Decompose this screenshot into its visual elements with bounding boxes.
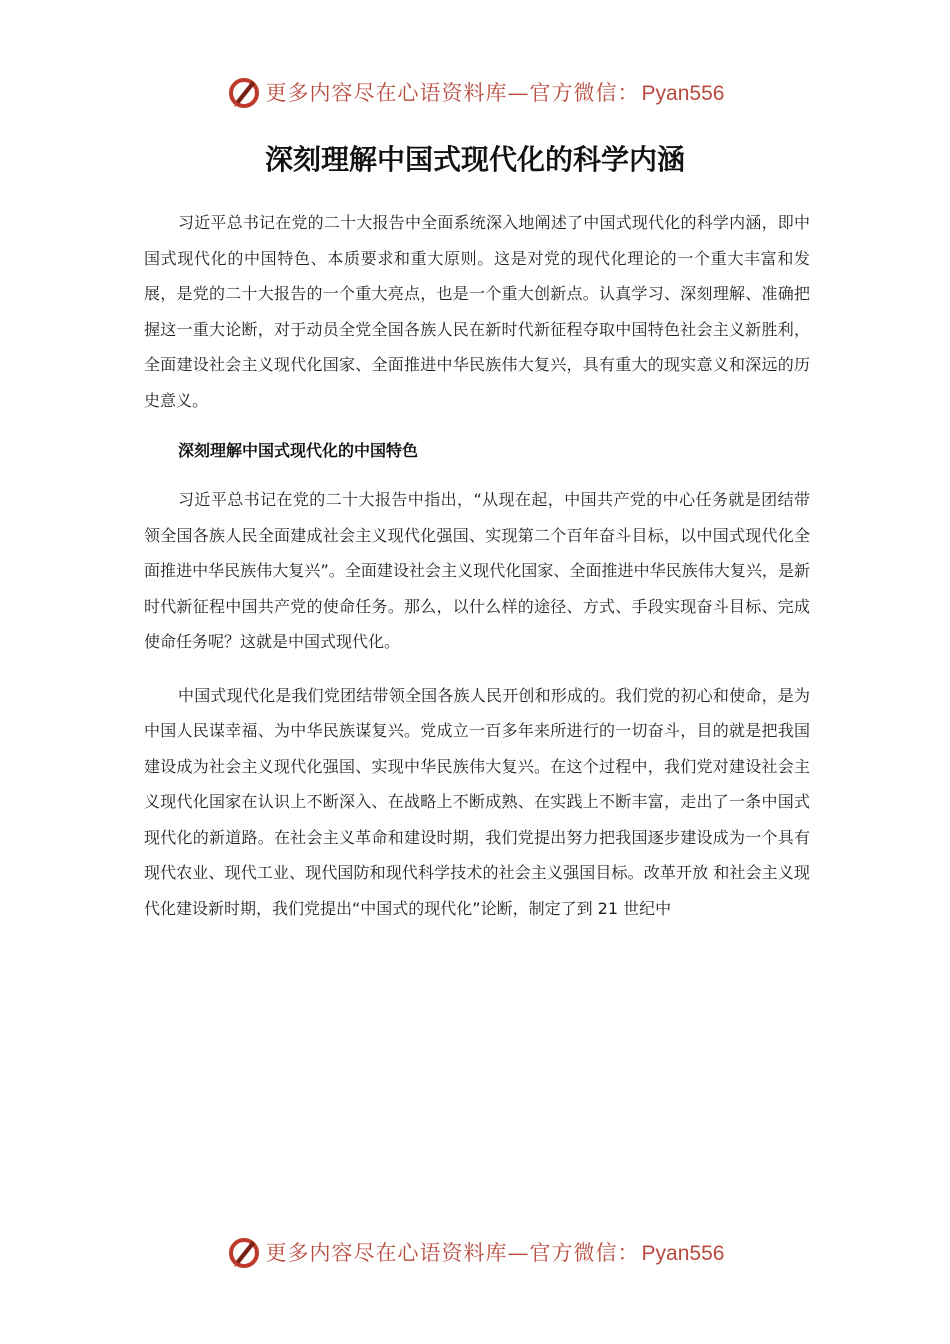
document-body <box>144 205 810 944</box>
section-heading: 深刻理解中国式现代化的中国特色 <box>178 441 419 460</box>
paragraph-central-task: 习近平总书记在党的二十大报告中指出，“从现在起，中国共产党的中心任务就是团结带领全国各族人民全面建成社会主义现代化强国、实现第二个百年奋斗目标，以中国式现代化全面推进中华民族伟大复兴”。全面建设社会主义现代化国家、全面推进中华民族伟大复兴，是新时代新征程中国共产党的使命任务。那么，以什么样的途径、方式、手段实现奋斗目标、完成使命任务呢？这就是中国式现代化。 <box>144 490 810 651</box>
header-banner <box>0 70 950 114</box>
header-wechat-id: Pyan556 <box>641 82 725 105</box>
paragraph-history: 中国式现代化是我们党团结带领全国各族人民开创和形成的。我们党的初心和使命，是为中国人民谋幸福、为中华民族谋复兴。党成立一百多年来所进行的一切奋斗，目的就是把我国建设成为社会主义现代化强国、实现中华民族伟大复兴。在这个过程中，我们党对建设社会主义现代化国家在认识上不断深入、在战略上不断成熟、在实践上不断丰富，走出了一条中国式现代化的新道路。在社会主义革命和建设时期，我们党提出努力把我国逐步建设成为一个具有现代农业、现代工业、现代国防和现代科学技术的社会主义强国目标。改革开放 和社会主义现代化建设新时期，我们党提出“中国式的现代化”论断，制定了到 21 世纪中 <box>144 685 810 918</box>
page-title: 深刻理解中国式现代化的科学内涵 <box>264 143 685 176</box>
footer-banner-label: 更多内容尽在心语资料库—官方微信： <box>265 1241 640 1265</box>
paragraph-intro: 习近平总书记在党的二十大报告中全面系统深入地阐述了中国式现代化的科学内涵，即中国式现代化的中国特色、本质要求和重大原则。这是对党的现代化理论的一个重大丰富和发展，是党的二十大报告的一个重大亮点，也是一个重大创新点。认真学习、深刻理解、准确把握这一重大论断，对于动员全党全国各族人民在新时代新征程夺取中国特色社会主义新胜利，全面建设社会主义现代化国家、全面推进中华民族伟大复兴，具有重大的现实意义和深远的历史意义。 <box>144 213 810 410</box>
footer-wechat-id: Pyan556 <box>641 1242 725 1265</box>
header-banner-text <box>266 77 725 107</box>
footer-banner <box>0 1230 950 1274</box>
pen-logo-icon <box>226 74 262 110</box>
header-banner-label: 更多内容尽在心语资料库—官方微信： <box>265 81 640 105</box>
footer-banner-text <box>266 1237 725 1267</box>
pen-logo-icon <box>226 1234 262 1270</box>
